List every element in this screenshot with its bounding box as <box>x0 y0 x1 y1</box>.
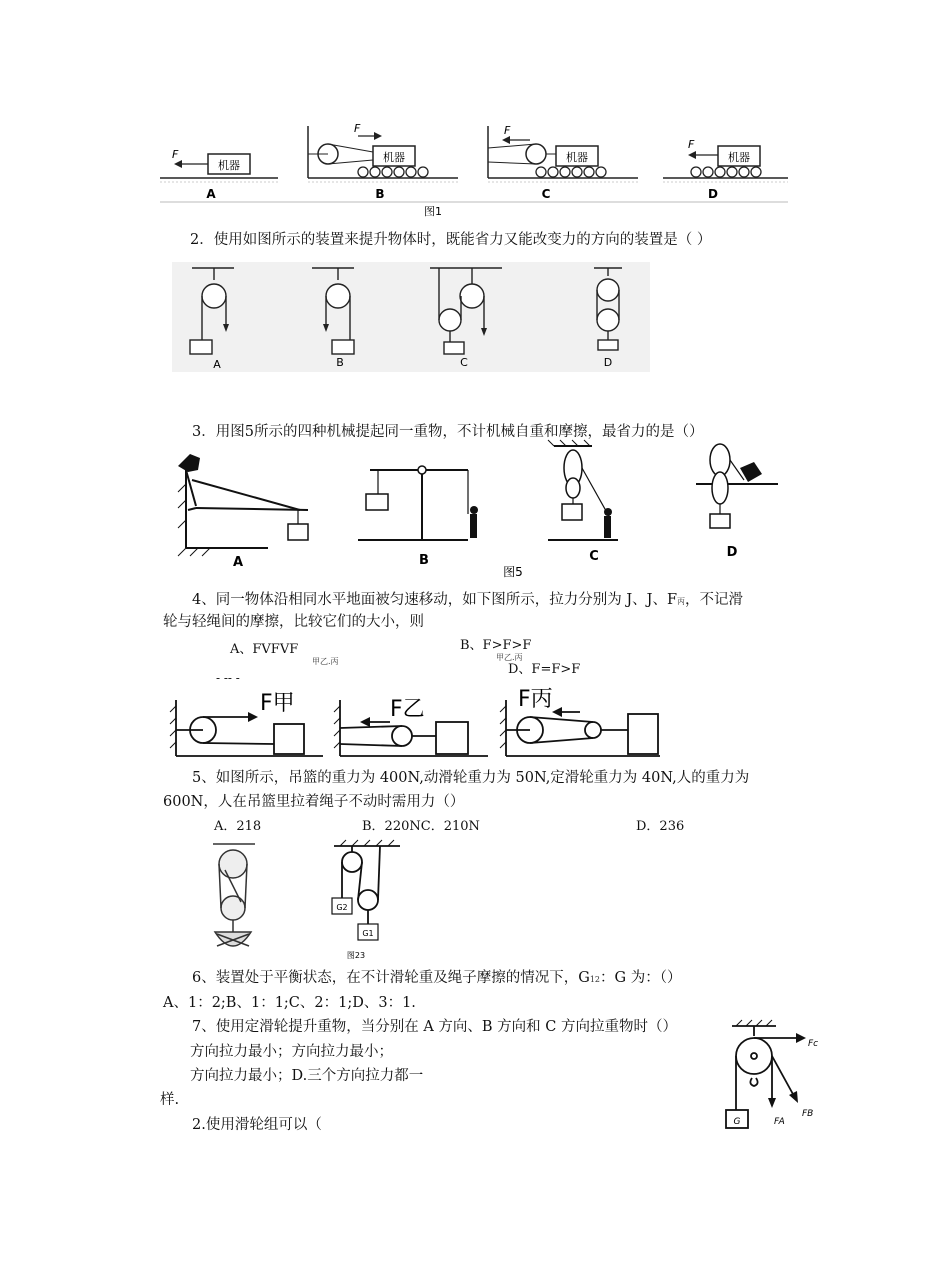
question-5-line-1: 5、如图所示，吊篮的重力为 400N,动滑轮重力为 50N,定滑轮重力为 40N,人的重力为 <box>192 770 750 786</box>
question-5-line-2: 600N，人在吊篮里拉着绳子不动时需用力（） <box>163 794 465 810</box>
svg-text:G1: G1 <box>362 929 374 938</box>
svg-text:C: C <box>460 356 468 369</box>
question-7-line-2: 方向拉力最小；方向拉力最小； <box>190 1044 393 1060</box>
svg-text:F: F <box>504 124 511 137</box>
figure-q7-fixed-pulley <box>722 1020 828 1130</box>
svg-text:D: D <box>708 187 718 201</box>
svg-text:B: B <box>375 187 385 201</box>
question-6-options: A、1：2;B、1：1;C、2：1;D、3：1. <box>163 995 416 1011</box>
figure-q4-pulleys <box>168 684 668 766</box>
svg-text:F: F <box>688 138 695 151</box>
question-5-option-a: A．218 <box>214 819 262 834</box>
svg-text:FA: FA <box>774 1117 785 1127</box>
label-f-yi: F乙 <box>390 697 425 722</box>
svg-text:图23: 图23 <box>346 951 366 960</box>
question-4-option-a-extra: - -- - <box>216 671 240 685</box>
question-6-text: 6、装置处于平衡状态，在不计滑轮重及绳子摩擦的情况下，G12：G 为：（） <box>192 970 682 986</box>
question-8-text: 2.使用滑轮组可以（ <box>192 1117 322 1133</box>
svg-text:C: C <box>541 187 551 201</box>
question-4-line-2: 轮与轻绳间的摩擦，比较它们的大小，则 <box>163 614 424 630</box>
question-7-line-4: 样. <box>160 1092 180 1108</box>
figure-q5-basket <box>205 840 265 958</box>
figure-q5-pulleys <box>330 838 406 962</box>
svg-text:机器: 机器 <box>728 151 750 164</box>
svg-text:A: A <box>213 358 221 371</box>
question-4-line-1: 4、同一物体沿相同水平地面被匀速移动，如下图所示，拉力分别为 J、J、F丙，不记滑 <box>192 592 744 608</box>
question-3-text: 3．用图5所示的四种机械提起同一重物，不计机械自重和摩擦，最省力的是（） <box>192 424 704 440</box>
question-4-option-a-sub: 甲乙.丙 <box>312 657 339 666</box>
label-f-bing: F丙 <box>518 687 553 712</box>
svg-text:图5: 图5 <box>503 565 523 579</box>
question-5-option-bc: B．220NC．210N <box>362 819 480 834</box>
question-7-text: 7、使用定滑轮提升重物，当分别在 A 方向、B 方向和 C 方向拉重物时（） <box>192 1019 677 1035</box>
svg-text:D: D <box>603 356 613 369</box>
svg-text:A: A <box>232 555 244 570</box>
figure-5 <box>168 440 783 580</box>
svg-text:B: B <box>336 356 344 369</box>
svg-text:C: C <box>589 549 599 564</box>
svg-text:图1: 图1 <box>424 205 442 218</box>
svg-text:F: F <box>354 122 361 135</box>
svg-text:机器: 机器 <box>383 151 405 164</box>
question-4-option-b-sub: 甲乙.丙 <box>496 653 523 662</box>
svg-text:Fc: Fc <box>808 1039 819 1049</box>
svg-text:FB: FB <box>802 1109 814 1119</box>
figure-q2-pulleys <box>172 262 650 372</box>
question-5-option-d: D．236 <box>636 819 685 834</box>
question-4-option-a: A、FVFVF <box>230 642 299 657</box>
question-4-option-b: B、F>F>F <box>460 638 532 653</box>
svg-text:A: A <box>206 187 216 201</box>
figure-1 <box>158 118 798 223</box>
machine-label: 机器 <box>218 159 240 172</box>
svg-text:G: G <box>733 1117 741 1127</box>
svg-text:B: B <box>419 553 429 568</box>
question-2-text: 2．使用如图所示的装置来提升物体时，既能省力又能改变力的方向的装置是（ ） <box>190 232 712 248</box>
question-4-option-d: D、F=F>F <box>508 662 581 677</box>
question-7-line-3: 方向拉力最小；D.三个方向拉力都一 <box>190 1068 424 1084</box>
svg-text:F: F <box>172 148 179 161</box>
svg-text:机器: 机器 <box>566 151 588 164</box>
svg-text:D: D <box>726 545 738 560</box>
svg-text:G2: G2 <box>336 903 348 912</box>
label-f-jia: F甲 <box>260 691 295 716</box>
